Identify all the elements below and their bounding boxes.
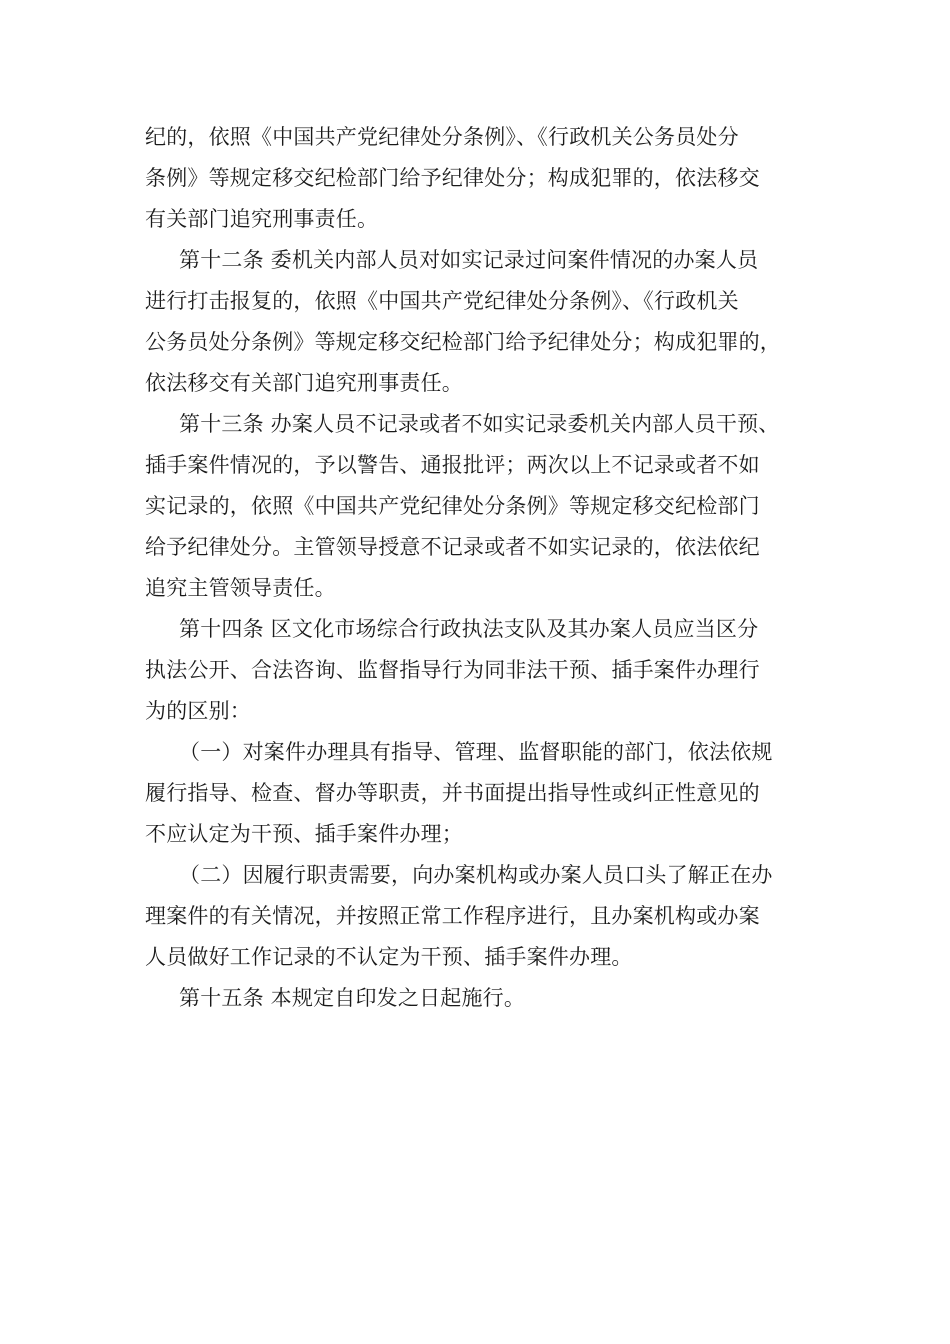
text-line: 公务员处分条例》等规定移交纪检部门给予纪律处分；构成犯罪的，: [145, 330, 781, 354]
text-line: 给予纪律处分。主管领导授意不记录或者不如实记录的，依法依纪: [145, 535, 760, 559]
text-line: 理案件的有关情况，并按照正常工作程序进行，且办案机构或办案: [145, 904, 760, 928]
text-line: 为的区别：: [145, 699, 251, 723]
article-15-line: 第十五条 本规定自印发之日起施行。: [179, 986, 526, 1010]
article-13-heading-line: 第十三条 办案人员不记录或者不如实记录委机关内部人员干预、: [179, 412, 780, 436]
text-line: 有关部门追究刑事责任。: [145, 207, 379, 231]
clause-2-line: （二）因履行职责需要，向办案机构或办案人员口头了解正在办: [179, 863, 773, 887]
text-line: 不应认定为干预、插手案件办理；: [145, 822, 463, 846]
article-12-heading-line: 第十二条 委机关内部人员对如实记录过问案件情况的办案人员: [179, 248, 759, 272]
text-line: 人员做好工作记录的不认定为干预、插手案件办理。: [145, 945, 633, 969]
text-line: 条例》等规定移交纪检部门给予纪律处分；构成犯罪的，依法移交: [145, 166, 760, 190]
text-line: 实记录的，依照《中国共产党纪律处分条例》等规定移交纪检部门: [145, 494, 760, 518]
text-line: 纪的，依照《中国共产党纪律处分条例》、《行政机关公务员处分: [145, 125, 739, 149]
clause-1-line: （一）对案件办理具有指导、管理、监督职能的部门，依法依规: [179, 740, 773, 764]
text-line: 执法公开、合法咨询、监督指导行为同非法干预、插手案件办理行: [145, 658, 760, 682]
text-line: 追究主管领导责任。: [145, 576, 336, 600]
article-14-heading-line: 第十四条 区文化市场综合行政执法支队及其办案人员应当区分: [179, 617, 759, 641]
text-line: 插手案件情况的，予以警告、通报批评；两次以上不记录或者不如: [145, 453, 760, 477]
text-line: 进行打击报复的，依照《中国共产党纪律处分条例》、《行政机关: [145, 289, 739, 313]
text-line: 依法移交有关部门追究刑事责任。: [145, 371, 463, 395]
text-line: 履行指导、检查、督办等职责，并书面提出指导性或纠正性意见的: [145, 781, 760, 805]
